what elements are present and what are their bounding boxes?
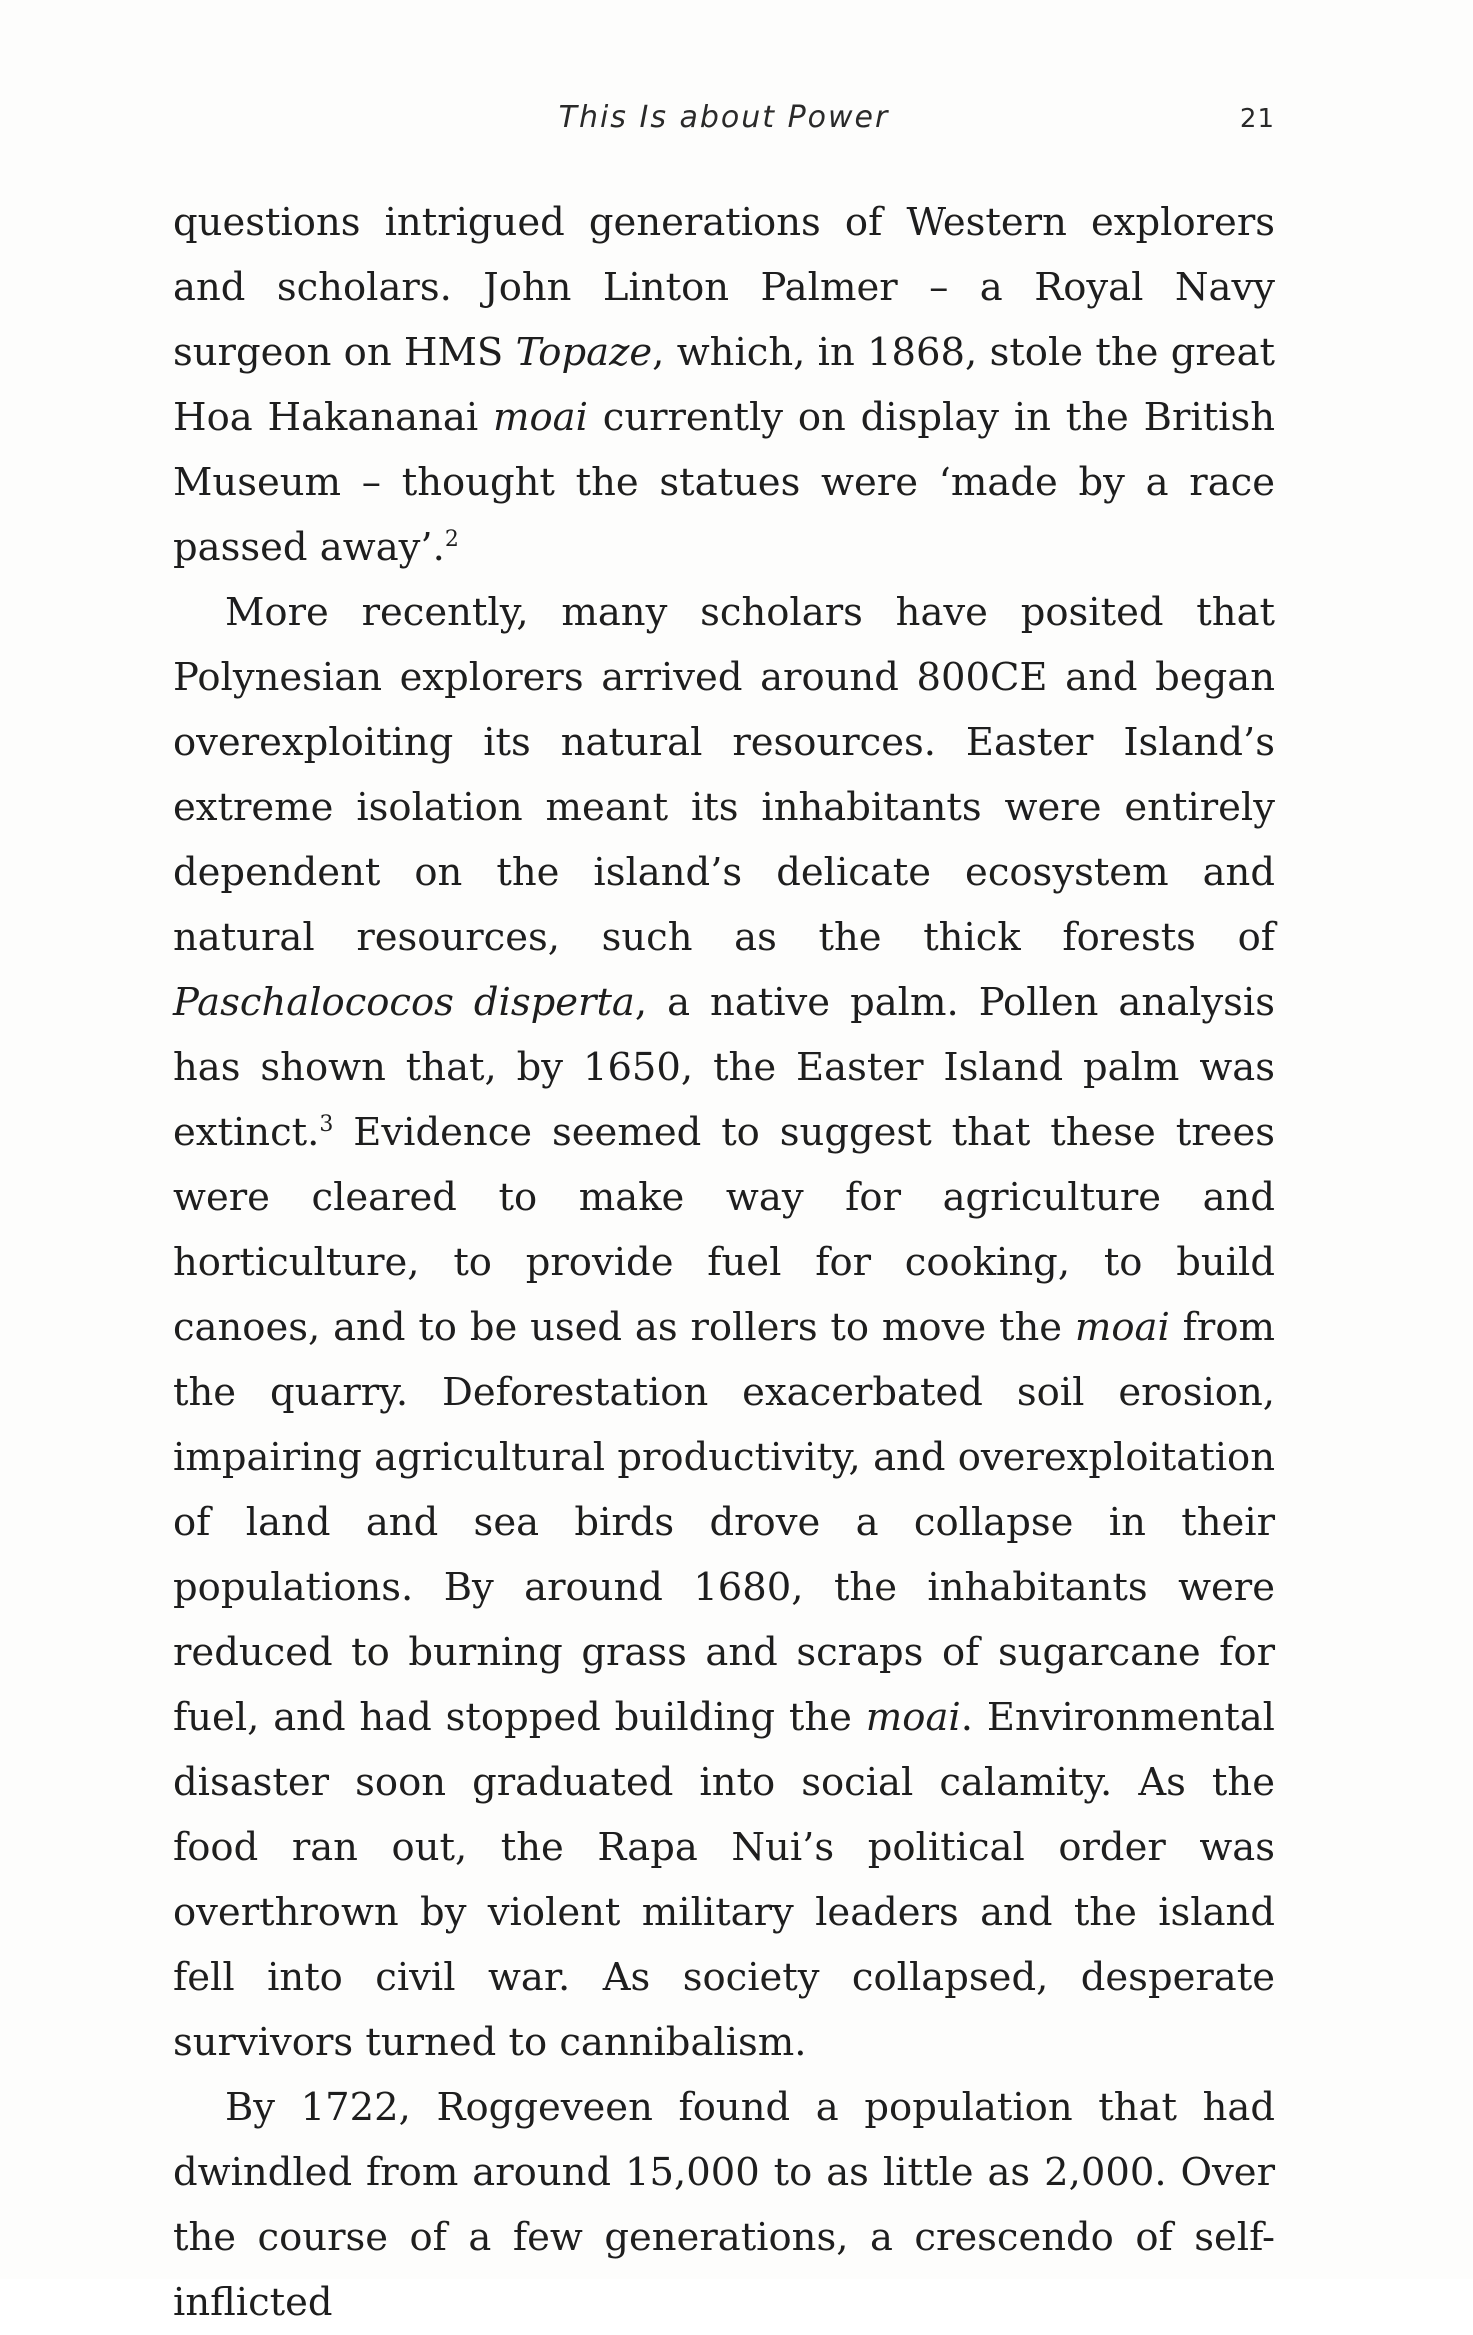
running-title: This Is about Power xyxy=(558,100,890,135)
page-number: 21 xyxy=(1239,104,1275,134)
paragraph-1 xyxy=(173,190,1275,580)
italic-term: Paschalococos disperta xyxy=(173,980,635,1025)
paragraph-2 xyxy=(173,580,1275,2075)
footnote-ref: 2 xyxy=(444,527,459,553)
text-run: More recently, many scholars have posited that Polynesian explorers arrived around 800CE and began overexploiting its natural resources. Easter Island’s extreme isolation meant its inhabitants were entirely dependent on the island’s delicate ecosystem and natural resources, such as the thick forests of xyxy=(173,590,1275,960)
text-run: By 1722, Roggeveen found a population that had dwindled from around 15,000 to as little as 2,000. Over the course of a few generations, a crescendo of self-inflicted xyxy=(173,2085,1275,2325)
italic-term: Topaze xyxy=(515,330,653,375)
text-run: . Environmental disaster soon graduated into social calamity. As the food ran out, the Rapa Nui’s political order was overthrown by violent military leaders and the island fell into civil war. As society collapsed, desperate survivors turned to cannibalism. xyxy=(173,1695,1275,2065)
running-header xyxy=(173,100,1275,150)
italic-term: moai xyxy=(492,395,588,440)
body-text xyxy=(173,190,1275,2335)
text-run: questions intrigued generations of Western explorers and scholars. John Linton Palmer – a Royal Navy surgeon on HMS xyxy=(173,200,1275,375)
text-run: currently on display in the British Museum – thought the statues were ‘made by a race passed away’. xyxy=(173,395,1275,570)
text-run: Evidence seemed to suggest that these trees were cleared to make way for agriculture and horticulture, to provide fuel for cooking, to build canoes, and to be used as rollers to move the xyxy=(173,1110,1275,1350)
text-run: , which, in 1868, stole the great Hoa Hakananai xyxy=(173,330,1275,440)
italic-term: moai xyxy=(865,1695,961,1740)
italic-term: moai xyxy=(1074,1305,1170,1350)
text-run: , a native palm. Pollen analysis has shown that, by 1650, the Easter Island palm was extinct. xyxy=(173,980,1275,1155)
text-run: from the quarry. Deforestation exacerbated soil erosion, impairing agricultural productivity, and overexploitation of land and sea birds drove a collapse in their populations. By around 1680, the inhabitants were reduced to burning grass and scraps of sugarcane for fuel, and had stopped building the xyxy=(173,1305,1276,1740)
paragraph-3 xyxy=(173,2075,1275,2335)
footnote-ref: 3 xyxy=(319,1112,334,1138)
